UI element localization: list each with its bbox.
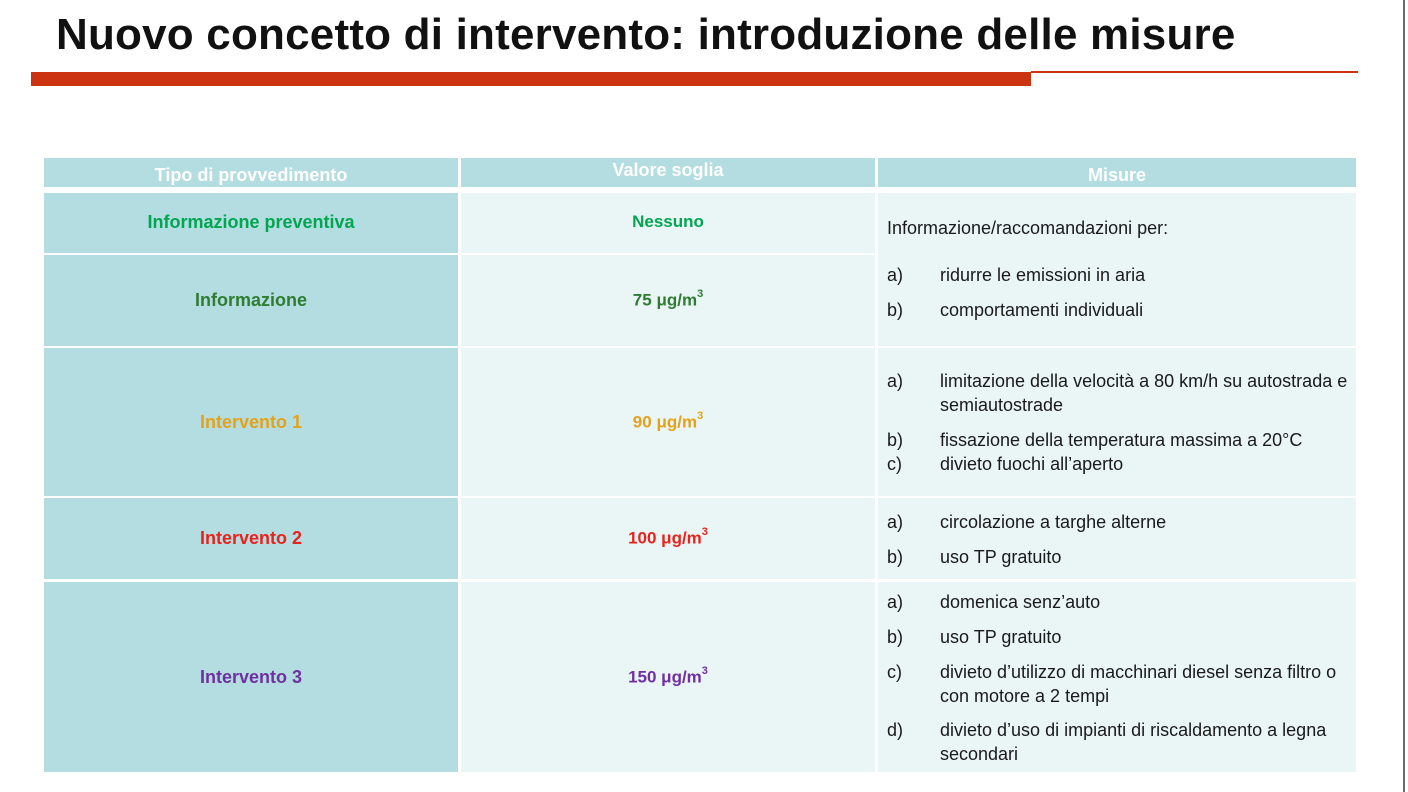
header-tipo: Tipo di provvedimento: [44, 158, 458, 187]
misure-intervento-2: [878, 498, 1356, 579]
valore-label: 100 $\mu g/m^3$: [628, 526, 708, 548]
misure-item: a) domenica senz’auto: [887, 592, 1101, 612]
misure-item: b) fissazione della temperatura massima a 20°C: [887, 430, 1303, 450]
misure-intro: Informazione/raccomandazioni per:: [887, 218, 1169, 238]
tipo-label: Informazione: [194, 290, 307, 310]
row-valore-preventiva: [461, 193, 875, 253]
slide-right-edge: [1403, 0, 1405, 792]
misure-intervento-3: [878, 582, 1356, 772]
row-tipo-intervento-3: [44, 582, 458, 772]
row-tipo-intervento-2: [44, 498, 458, 579]
title-underline-thin: [1031, 71, 1358, 73]
tipo-label: Intervento 1: [199, 411, 303, 432]
misure-item: c) divieto fuochi all’aperto: [887, 454, 1124, 474]
row-tipo-intervento-1: [44, 348, 458, 496]
row-tipo-informazione: [44, 255, 458, 346]
misure-item: b) comportamenti individuali: [887, 300, 1144, 320]
tipo-label: Intervento 3: [199, 666, 303, 687]
misure-intervento-1: [878, 348, 1356, 496]
slide-title: Nuovo concetto di intervento: introduzione delle misure: [56, 10, 1236, 59]
valore-label: 75 $\mu g/m^3$: [632, 288, 704, 310]
misure-item: a) circolazione a targhe alterne: [887, 512, 1167, 532]
misure-item: a) ridurre le emissioni in aria: [887, 265, 1146, 285]
row-valore-intervento-3: [461, 582, 875, 772]
row-valore-intervento-1: [461, 348, 875, 496]
row-valore-informazione: [461, 255, 875, 346]
row-valore-intervento-2: [461, 498, 875, 579]
misure-informazione: [878, 193, 1356, 346]
tipo-label: Informazione preventiva: [147, 211, 355, 232]
misure-item: b) uso TP gratuito: [887, 547, 1062, 567]
valore-label: 150 $\mu g/m^3$: [628, 664, 708, 687]
header-misure: Misure: [878, 158, 1356, 187]
row-tipo-preventiva: [44, 193, 458, 253]
misure-item: b) uso TP gratuito: [887, 627, 1062, 647]
valore-label: Nessuno: [632, 212, 704, 231]
misure-item: a) limitazione della velocità a 80 km/h su autostrada e semiautostrade: [887, 371, 1348, 415]
misure-item: c) divieto d’utilizzo di macchinari diesel senza filtro o con motore a 2 tempi: [887, 662, 1337, 706]
title-underline-thick: [31, 72, 1031, 86]
header-valore: Valore soglia: [461, 158, 875, 187]
tipo-label: Intervento 2: [199, 528, 303, 548]
misure-item: d) divieto d’uso di impianti di riscaldamento a legna secondari: [887, 720, 1327, 764]
valore-label: 90 $\mu g/m^3$: [632, 409, 704, 432]
